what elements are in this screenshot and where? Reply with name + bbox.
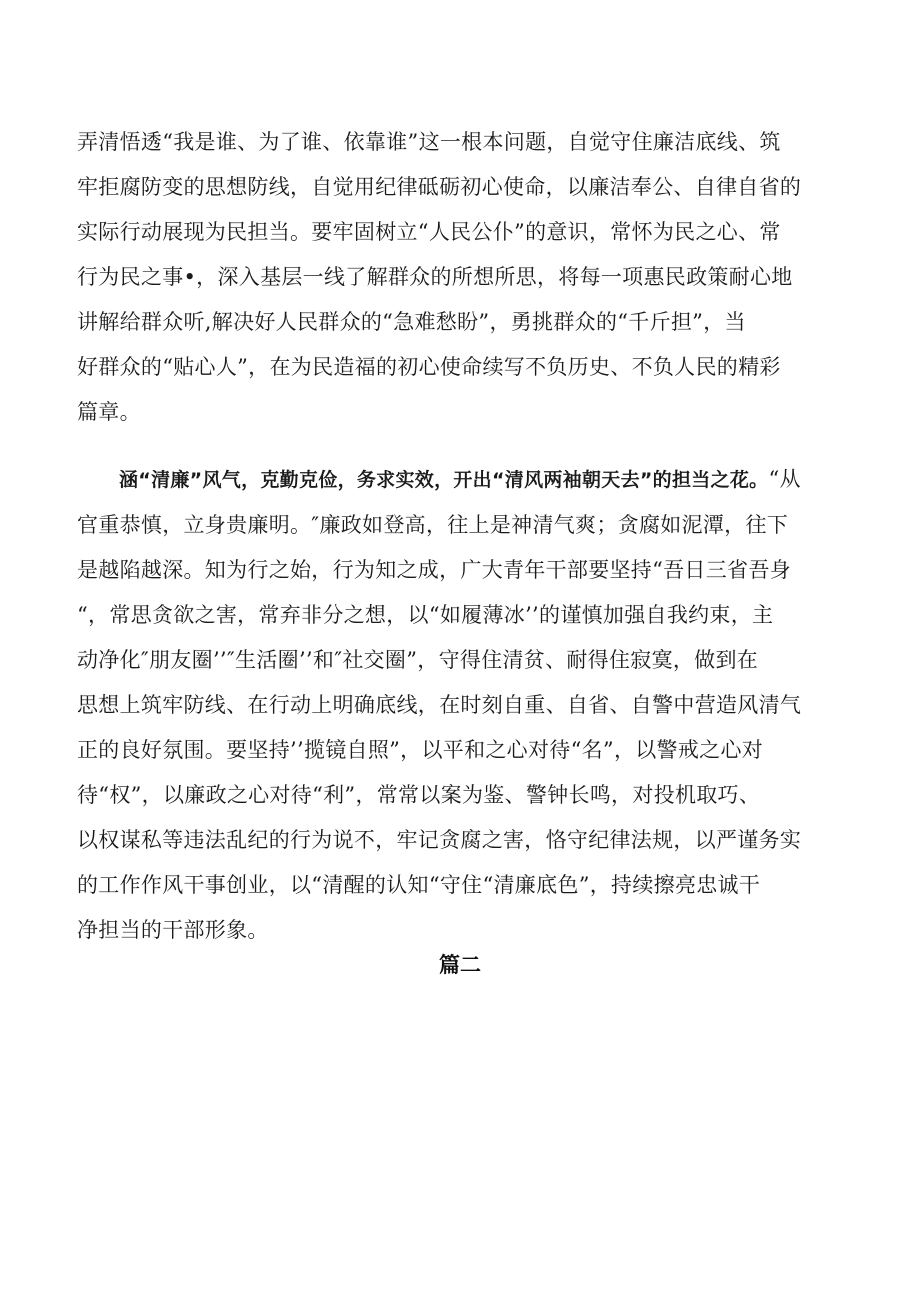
paragraph-line: 正的良好氛围。要坚持’’揽镜自照”，以平和之心对待“名”，以警戒之心对 (77, 738, 764, 762)
paragraph-line: 弄清悟透“我是谁、为了谁、依靠谁”这一根本问题，自觉守住廉洁底线、筑 (77, 130, 781, 154)
paragraph-line: 动净化″朋友圈’’″生活圈’’和″社交圈”，守得住清贫、耐得住寂寞，做到在 (77, 648, 759, 672)
paragraph-line: 净担当的干部形象。 (77, 918, 269, 942)
paragraph-line: 待“权”，以廉政之心对待“利”，常常以案为鉴、警钟长鸣，对投机取巧、 (77, 783, 761, 807)
paragraph-line: 以权谋私等违法乱纪的行为说不，牢记贪腐之害，恪守纪律法规，以严谨务实 (77, 828, 802, 852)
paragraph-line: 的工作作风干事创业，以“清醒的认知“守住“清廉底色”，持续擦亮忠诚干 (77, 873, 761, 897)
paragraph-line: 牢拒腐防变的思想防线，自觉用纪律砥砺初心使命，以廉洁奉公、自律自省的 (77, 175, 802, 199)
paragraph-lead-phrase: 涵“清廉”风气，克勤克俭，务求实效，开出“清风两袖朝天去”的担当之花。 (119, 469, 769, 491)
document-body (77, 120, 867, 953)
section-heading: 篇二 (439, 953, 481, 977)
paragraph-line: 好群众的“贴心人”，在为民造福的初心使命续写不负历史、不负人民的精彩 (77, 355, 781, 379)
paragraph-line: 是越陷越深。知为行之始，行为知之成，广大青年干部要坚持“吾日三省吾身 (77, 558, 791, 582)
paragraph-line: “，常思贪欲之害，常弃非分之想，以“如履薄冰’’的谨慎加强自我约束，主 (77, 603, 774, 627)
paragraph-line: 行为民之事•，深入基层一线了解群众的所想所思，将每一项惠民政策耐心地 (77, 265, 793, 289)
paragraph-lead-tail: “从 (768, 467, 801, 491)
paragraph-first-line (77, 457, 867, 503)
paragraph-1 (77, 120, 867, 435)
paragraph-line: 篇章。 (77, 400, 141, 424)
paragraph-line: 讲解给群众听,解决好人民群众的“急难愁盼”，勇挑群众的“千斤担”，当 (77, 310, 746, 334)
paragraph-line: 思想上筑牢防线、在行动上明确底线，在时刻自重、自省、自警中营造风清气 (77, 693, 802, 717)
paragraph-2 (77, 457, 867, 953)
paragraph-line: 实际行动展现为民担当。要牢固树立“人民公仆”的意识，常怀为民之心、常 (77, 220, 781, 244)
paragraph-line: 官重恭慎，立身贵廉明。″廉政如登高，往上是神清气爽；贪腐如泥潭，往下 (77, 513, 789, 537)
